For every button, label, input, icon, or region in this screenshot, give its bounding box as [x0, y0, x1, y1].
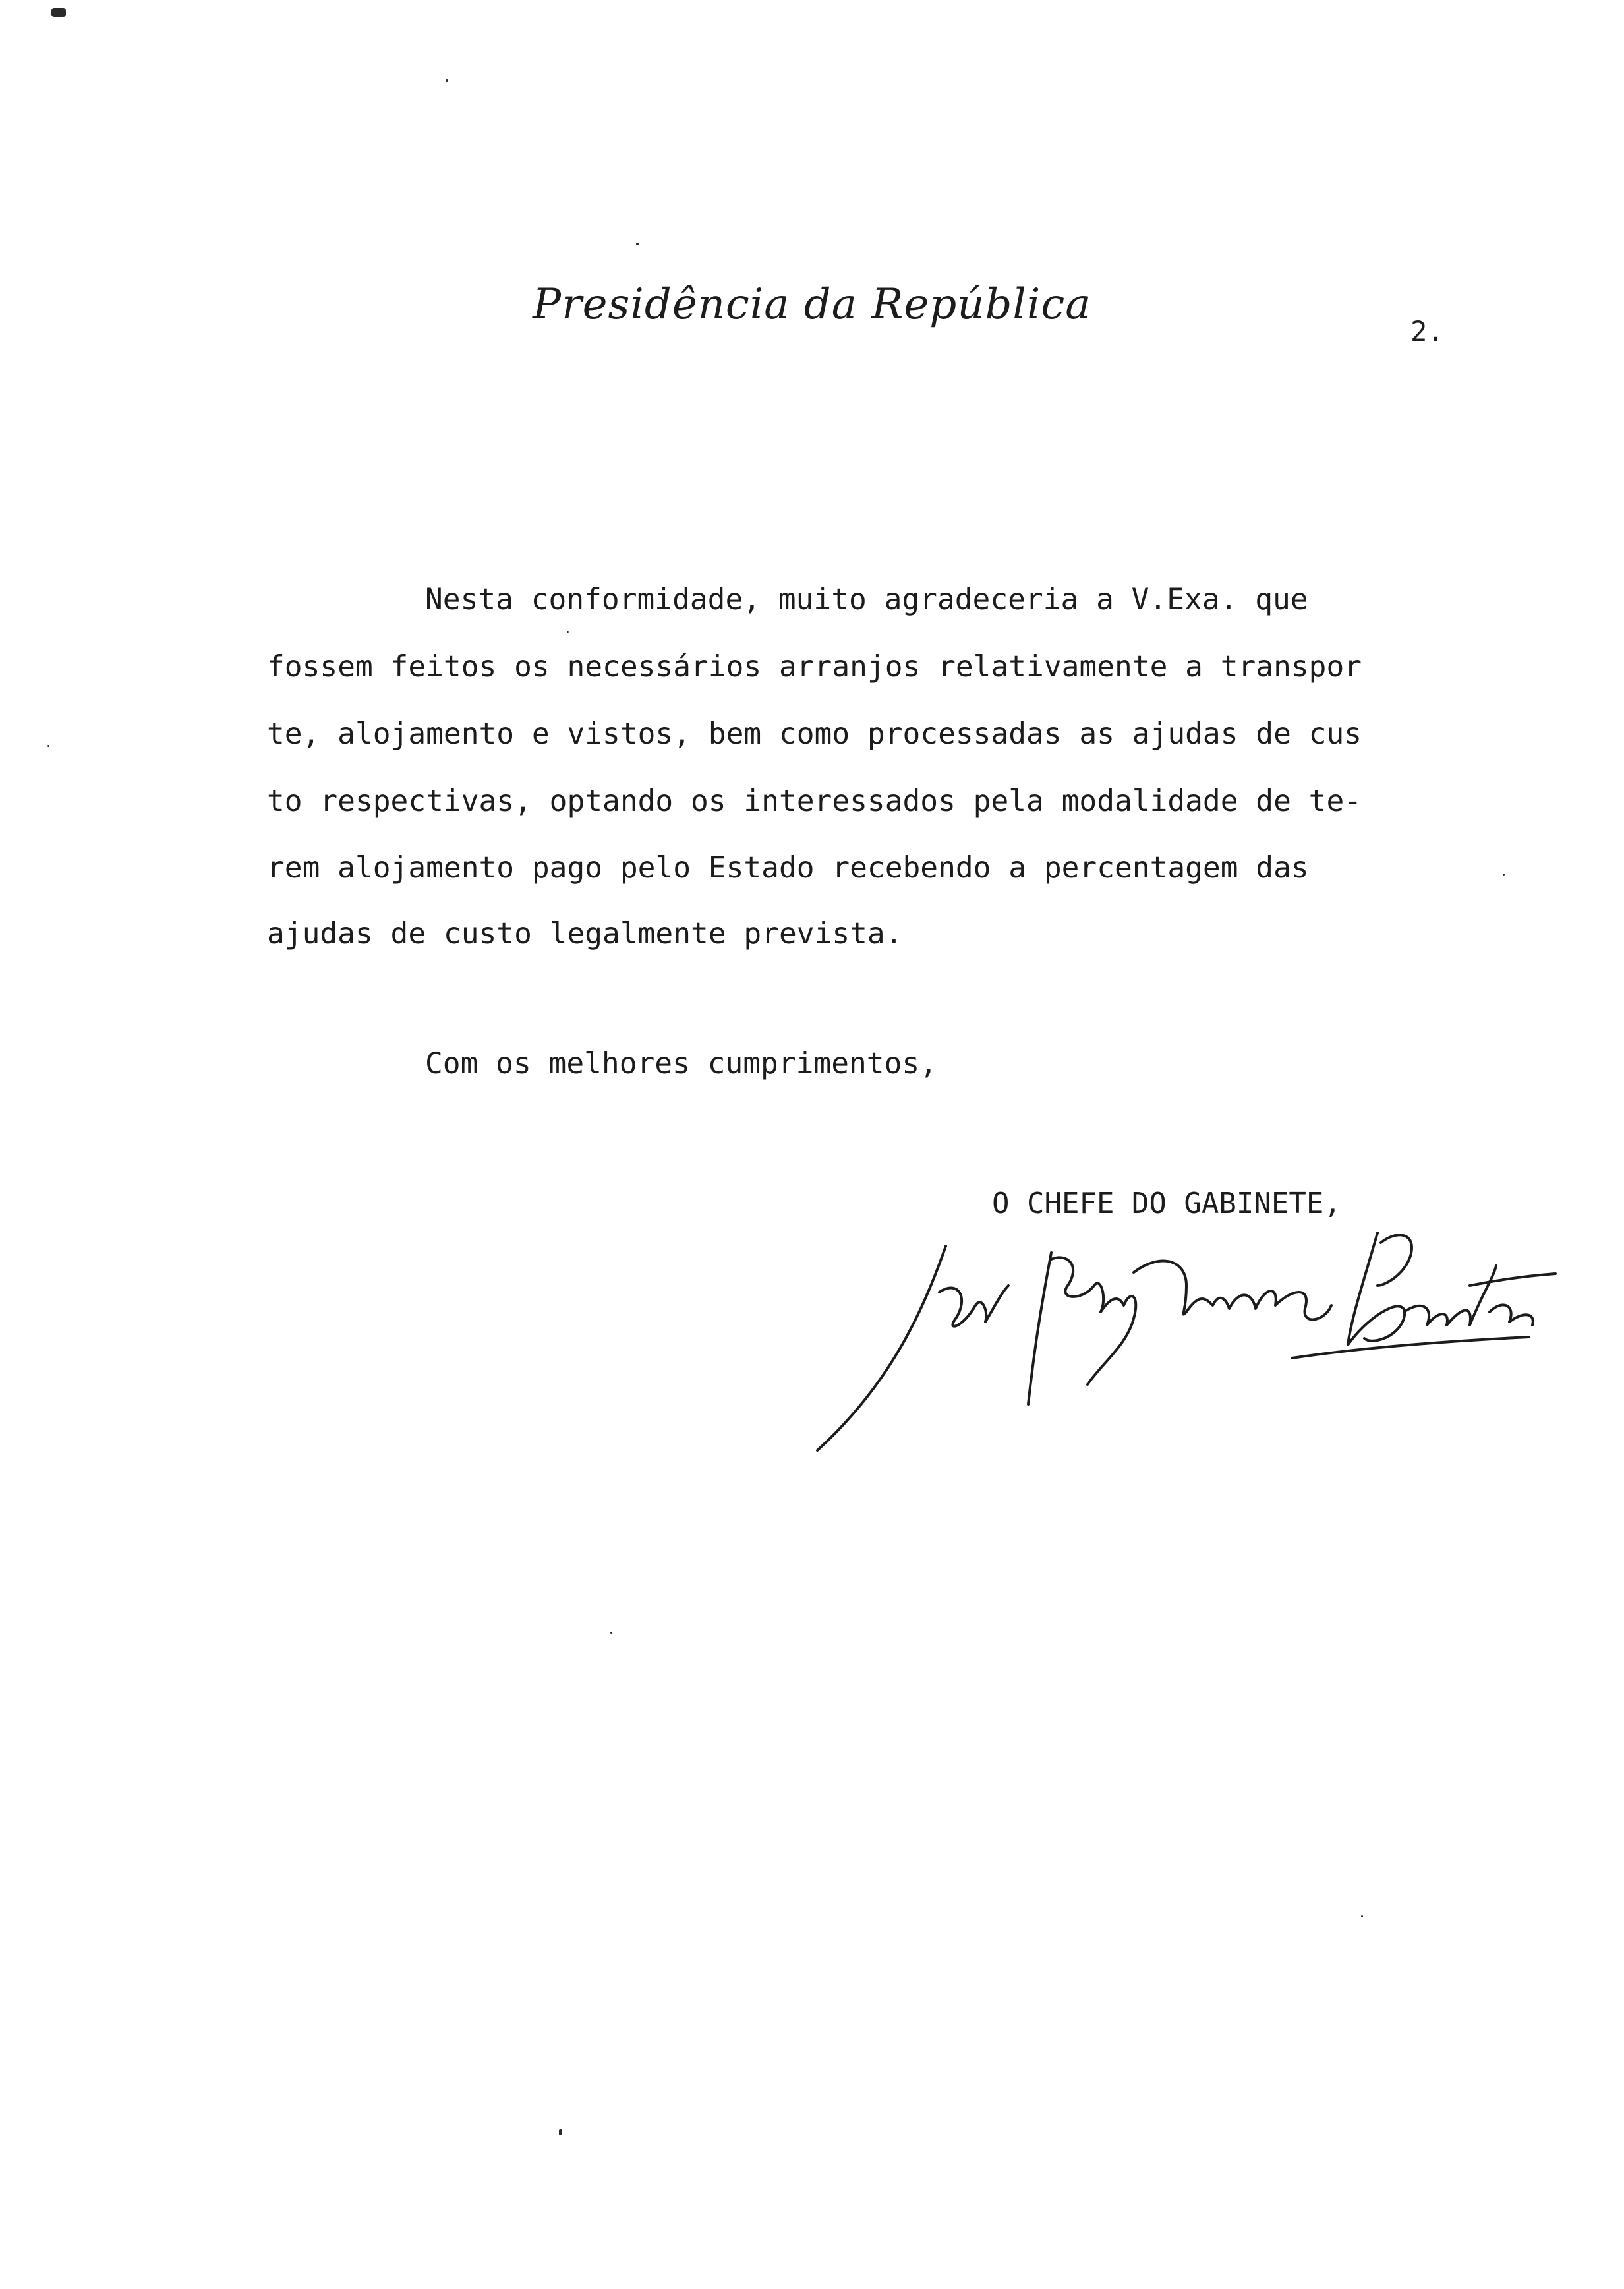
scan-dot	[610, 1632, 612, 1634]
scan-dot	[559, 2129, 562, 2135]
closing-salutation: Com os melhores cumprimentos,	[425, 1047, 937, 1081]
body-line: ajudas de custo legalmente prevista.	[267, 917, 903, 951]
body-line: rem alojamento pago pelo Estado recebendo a percentagem das	[267, 851, 1309, 885]
page-number: 2.	[1410, 315, 1444, 347]
scan-dot	[636, 243, 639, 245]
scan-dot	[567, 631, 569, 633]
body-line: te, alojamento e vistos, bem como processadas as ajudas de cus	[267, 717, 1362, 751]
scan-dot	[1503, 874, 1505, 876]
scan-dot	[1361, 1915, 1363, 1917]
letterhead-title: Presidência da República	[533, 280, 1091, 329]
scan-mark	[51, 8, 66, 17]
scan-dot	[47, 745, 49, 747]
signer-title: O CHEFE DO GABINETE,	[992, 1187, 1341, 1220]
handwritten-signature	[791, 1213, 1569, 1464]
body-line: Nesta conformidade, muito agradeceria a V.Exa. que	[425, 583, 1308, 616]
scan-dot	[446, 79, 448, 82]
body-line: fossem feitos os necessários arranjos relativamente a transpor	[267, 650, 1362, 684]
body-line: to respectivas, optando os interessados pela modalidade de te-	[267, 785, 1362, 818]
